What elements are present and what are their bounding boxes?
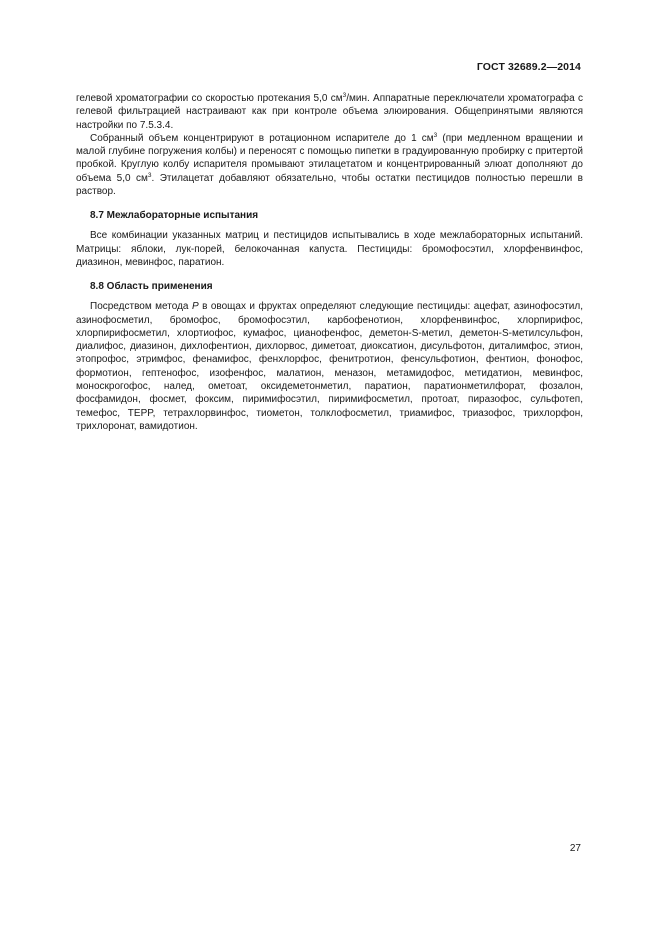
section-heading-8-7: 8.7 Межлабораторные испытания [90,210,259,222]
p2-text-end: . Этилацетат добавляют обязательно, чтобы остатки пестицидов полностью перешли в раствор. [76,172,583,198]
document-standard-header: ГОСТ 32689.2—2014 [476,61,581,73]
section-heading-8-8: 8.8 Область применения [90,281,213,293]
p2-text: Собранный объем концентрируют в ротационном испарителе до 1 см [90,132,434,144]
p1-text-cont: /мин. Аппаратные переключатели хроматографа с гелевой фильтрацией настраивают как при контроле объема элюирования. Общепринятыми являются настройки по 7.5.3.4. [76,93,583,131]
page-number: 27 [569,843,581,854]
paragraph-scope [76,300,583,433]
p1-superscript: 3 [342,92,347,99]
method-letter: P [191,301,199,313]
p2-text-cont: (при медленном вращении и малой глубине погружения колбы) и переносят с помощью пипетки в градуированную пробирку с притертой пробкой. Круглую колбу испарителя промывают этилацетатом и концентрированный элюат дополняют до объема 5,0 см [76,132,583,184]
p2-superscript: 3 [433,131,438,139]
scope-text-b: в овощах и фруктах определяют следующие пестициды: ацефат, азинофосэтил, азинофосметил, бромофос, бромофосэтил, карбофенотион, хлорфенвинфос, хлорпирифос, хлорпирифосметил, хлортиофос, кумафос, цианофенфос, деметон-S-метил, деметон-S-метилсульфон, диалифос, диазинон, дихлофентион, дихлорвос, диметоат, диоксатион, дисульфотон, диталимфос, этион, этопрофос, этримфос, фенамифос, фенхлорфос, фенитротион, фенсульфотион, фентион, фонофос, формотион, гептенофос, изофенфос, малатион, меназон, метамидофос, метидатион, мевинфос, монoскрогофос, налед, ометоат, оксидеметонметил, паратион, паратионметилфорат, фозалон, фосфамидон, фосмет, фоксим, пиримифосэтил, пиримифосметил, протоат, пиразофос, сульфотеп, темефос, TEPP, тетрахлорвинфос, тиометон, толклофосметил, триамифос, триазофос, трихлорфон, трихлоронат, вамидотион. [76,301,584,432]
paragraph-gel-chromatography [76,92,583,132]
p1-text: гелевой хроматографии со скоростью протекания 5,0 см [76,93,343,104]
paragraph-concentration [76,132,583,198]
p2-superscript-2: 3 [147,171,152,179]
scope-text-a: Посредством метода [90,301,192,313]
document-body [76,92,583,433]
paragraph-interlab: Все комбинации указанных матриц и пестицидов испытывались в ходе межлабораторных испытаний. Матрицы: яблоки, лук-порей, белокочанная капуста. Пестициды: бромофосэтил, хлорфенвинфос, диазинон, мевинфос, паратион. [76,230,583,268]
